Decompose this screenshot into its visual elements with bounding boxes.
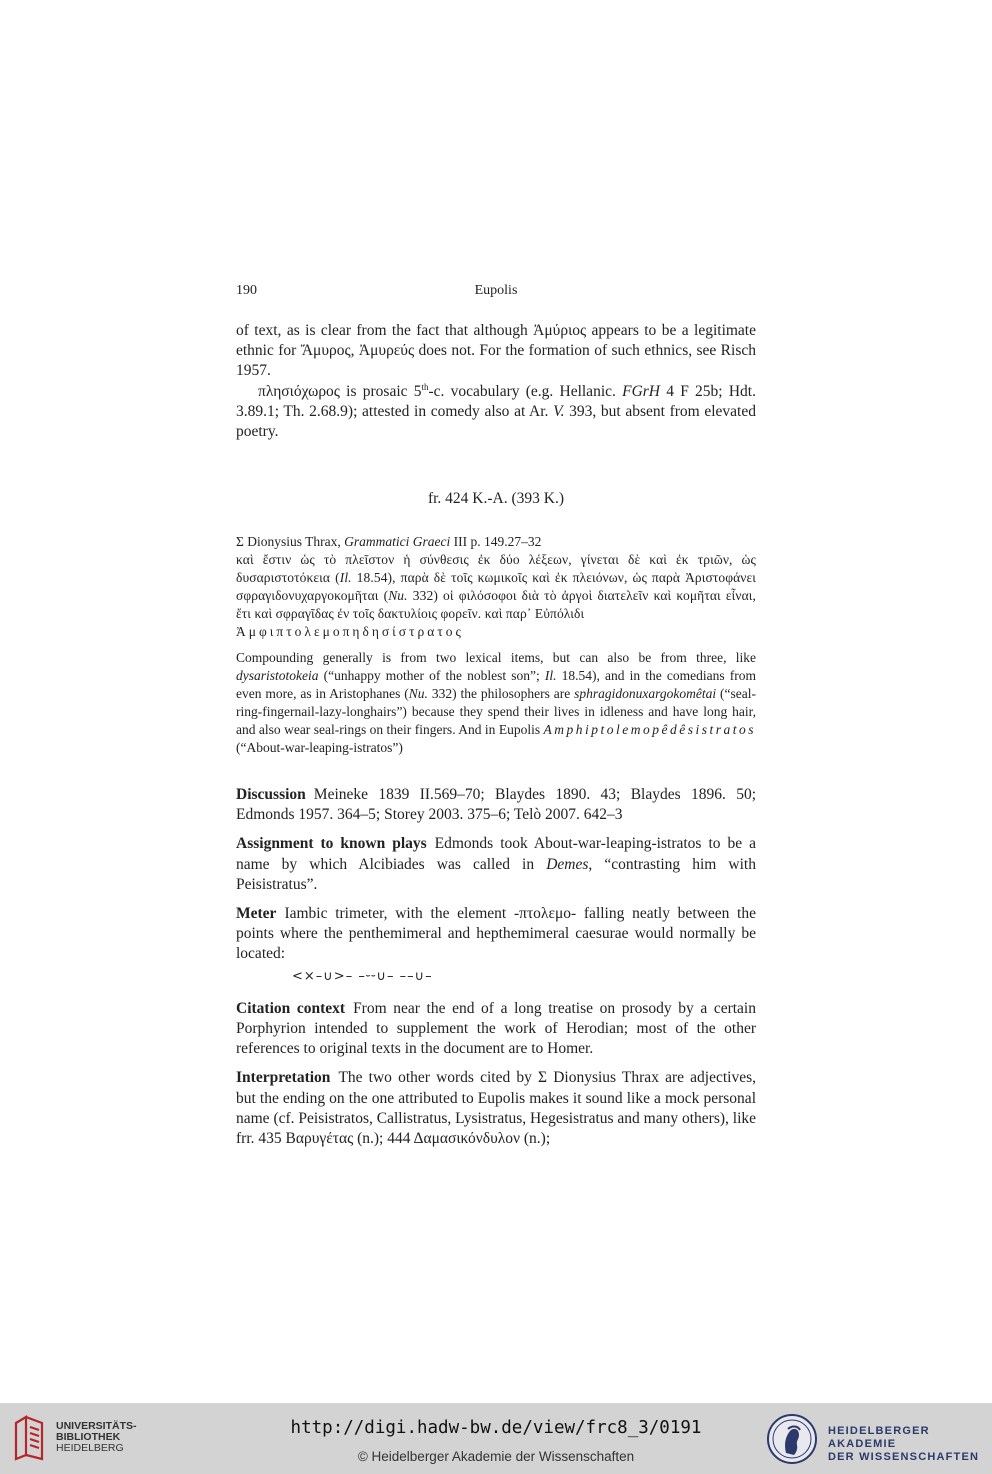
translation — [236, 649, 756, 757]
greek-citation — [236, 551, 756, 623]
text-run: 18.54), παρὰ δὲ τοῖς κωμικοῖς καὶ ἐκ πλειόνων, ὡς παρὰ Ἀριστοφάνει σφραγιδονυχαργοκομῆται ( — [236, 570, 757, 603]
running-header — [236, 283, 756, 303]
italic-ref: Il. — [339, 570, 352, 585]
assignment-section — [236, 834, 756, 895]
copyright-notice: © Heidelberger Akademie der Wissenschaften — [357, 1449, 635, 1464]
page-number: 190 — [236, 283, 257, 298]
italic-term: Amphiptolemopêdêsistratos — [543, 722, 756, 737]
commentary — [236, 785, 756, 1158]
meter-label: Meter — [236, 905, 277, 923]
text-run: 18.54), and in the comedians from even more, as in Aristophanes ( — [236, 668, 756, 701]
intro-text — [236, 321, 756, 442]
discussion-text: Meineke 1839 II.569–70; Blaydes 1890. 43; Blaydes 1896. 50; Edmonds 1957. 364–5; Storey 2003. 375–6; Telò 2007. 642–3 — [236, 786, 756, 824]
intro-paragraph-1: of text, as is clear from the fact that although Ἀμύριος appears to be a legitimate ethnic for Ἄμυρος, Ἀμυρεύς does not. For the formation of such ethnics, see Risch 1957. — [236, 322, 756, 380]
interpretation-text: The two other words cited by Σ Dionysius Thrax are adjectives, but the ending on the one attributed to Eupolis makes it sound like a mock personal name (cf. Peisistratos, Callistratus, Lysistratus, Hegesistratus and many others), like frr. 435 Βαρυγέτας (n.); 444 Δαμασικόνδυλον (n.); — [236, 1069, 757, 1148]
text-run: 332) the philosophers are — [427, 686, 575, 701]
fragment-word: Ἀμφιπτολεμοπηδησίστρατος — [236, 624, 464, 639]
text-run: 393, but absent from elevated poetry. — [236, 402, 756, 441]
citation-text: From near the end of a long treatise on prosody by a certain Porphyrion intended to supplement the work of Herodian; most of the other references to original texts in the document are to Homer. — [236, 999, 756, 1058]
hd-line-2: DER WISSENSCHAFTEN — [828, 1451, 980, 1463]
italic-term: sphragidonuxargokomêtai — [574, 686, 717, 701]
text-run: Compounding generally is from two lexical items, but can also be from three, like — [236, 650, 756, 665]
text-run: , “contrasting him with Peisistratus”. — [236, 855, 756, 893]
citation-label: Citation context — [236, 999, 346, 1017]
italic-ref: Nu. — [408, 686, 428, 701]
academy-seal-icon[interactable] — [766, 1413, 818, 1465]
text-run: Edmonds took About-war-leaping-istratos to be a name by which Alcibiades was called in — [236, 835, 756, 873]
citation-section — [236, 999, 756, 1060]
source-text — [236, 533, 756, 641]
source-reference — [236, 533, 756, 551]
text-run: (“seal-ring-fingernail-lazy-longhairs”) because they spend their lives in idleness and have long hair, and also wear seal-rings on their fingers. And in Eupolis — [236, 686, 756, 737]
text-run: 332) οἱ φιλόσοφοι διὰ τὸ ἀργοὶ διατελεῖν καὶ κομῆται εἶναι, ἔτι καὶ σφραγῖδας ἐν τοῖς δακτυλίοις φορεῖν. καὶ παρ᾽ Εὐπόλιδι — [236, 588, 756, 621]
ub-line-3: HEIDELBERG — [56, 1442, 124, 1454]
interpretation-section — [236, 1068, 756, 1149]
running-title: Eupolis — [474, 283, 518, 298]
text-run: (“unhappy mother of the noblest son”; — [318, 668, 545, 683]
italic-ref: Nu. — [388, 588, 408, 603]
intro-paragraph-2 — [236, 382, 756, 443]
superscript: th — [421, 381, 429, 392]
text-run: -c. vocabulary (e.g. Hellanic. — [428, 382, 623, 400]
text-run: Σ Dionysius Thrax, — [236, 534, 345, 549]
discussion-label: Discussion — [236, 786, 306, 803]
hd-line-1: HEIDELBERGER AKADEMIE — [828, 1425, 930, 1450]
italic-term: dysaristotokeia — [236, 668, 319, 683]
meter-section — [236, 904, 756, 965]
text-run: III p. 149.27–32 — [450, 534, 542, 549]
ub-line-2: BIBLIOTHEK — [56, 1431, 121, 1443]
footer-bar — [0, 1403, 992, 1474]
academy-name[interactable] — [828, 1425, 992, 1464]
translation-paragraph — [236, 649, 756, 757]
meter-text: Iambic trimeter, with the element -πτολεμο- falling neatly between the points where the penthemimeral and hepthemimeral caesurae would normally be located: — [236, 905, 756, 963]
ub-line-1: UNIVERSITÄTS- — [56, 1420, 137, 1432]
permalink-url[interactable]: http://digi.hadw-bw.de/view/frc8_3/0191 — [290, 1418, 702, 1438]
italic-title: Grammatici Graeci — [344, 534, 451, 549]
assignment-label: Assignment to known plays — [236, 835, 427, 853]
text-run: 4 F 25b; Hdt. 3.89.1; Th. 2.68.9); attested in comedy also at Ar. — [236, 382, 756, 420]
text-run: πλησιόχωρος is prosaic 5 — [258, 382, 422, 400]
fragment-heading: fr. 424 K.-A. (393 K.) — [427, 490, 565, 507]
meter-scheme: <×–∪>– –⏑⏑∪– ––∪– — [292, 968, 433, 984]
italic-title: Demes — [546, 855, 589, 873]
interpretation-label: Interpretation — [236, 1069, 331, 1087]
italic-ref: FGrH — [622, 382, 660, 400]
discussion-section — [236, 785, 756, 825]
italic-ref: V. — [553, 402, 565, 420]
text-run: καὶ ἔστιν ὡς τὸ πλεῖστον ἡ σύνθεσις ἐκ δύο λέξεων, γίνεται δὲ καὶ ἐκ τριῶν, ὡς δυσαριστοτόκεια ( — [236, 552, 756, 585]
italic-ref: Il. — [544, 668, 557, 683]
text-run: (“About-war-leaping-istratos”) — [236, 740, 403, 755]
